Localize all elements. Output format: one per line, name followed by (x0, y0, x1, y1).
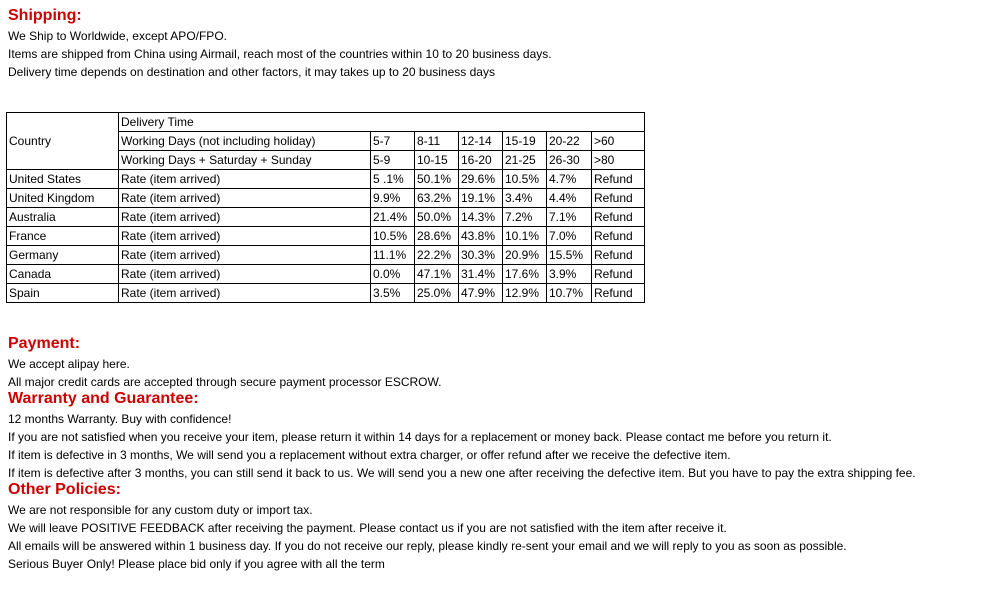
table-cell: 3.9% (547, 265, 592, 284)
table-cell: Rate (item arrived) (119, 208, 371, 227)
other-policies-heading: Other Policies: (8, 481, 121, 498)
table-cell: 14.3% (459, 208, 503, 227)
table-cell: 5-7 (371, 132, 415, 151)
warranty-line: If you are not satisfied when you receive your item, please return it within 14 days for a replacement or money back. Please contact me before you return it. (8, 430, 832, 444)
table-cell: 20-22 (547, 132, 592, 151)
table-cell: 3.4% (503, 189, 547, 208)
shipping-line: Items are shipped from China using Airmail, reach most of the countries within 10 to 20 business days. (8, 47, 552, 61)
table-cell: Rate (item arrived) (119, 170, 371, 189)
table-cell: 47.9% (459, 284, 503, 303)
table-cell: 28.6% (415, 227, 459, 246)
table-cell: Refund (592, 227, 645, 246)
table-cell: Refund (592, 189, 645, 208)
warranty-heading: Warranty and Guarantee: (8, 390, 199, 407)
table-cell: 47.1% (415, 265, 459, 284)
payment-heading: Payment: (8, 335, 81, 352)
table-row (7, 189, 645, 208)
table-cell: Refund (592, 265, 645, 284)
table-cell: >60 (592, 132, 645, 151)
table-cell: 15-19 (503, 132, 547, 151)
table-cell: 12.9% (503, 284, 547, 303)
payment-line: We accept alipay here. (8, 357, 130, 371)
table-cell: 4.4% (547, 189, 592, 208)
other-policies-line: Serious Buyer Only! Please place bid only if you agree with all the term (8, 557, 385, 571)
table-cell: 10-15 (415, 151, 459, 170)
table-cell: 17.6% (503, 265, 547, 284)
table-row (7, 208, 645, 227)
table-cell: Working Days (not including holiday) (119, 132, 371, 151)
table-cell: 25.0% (415, 284, 459, 303)
warranty-line: 12 months Warranty. Buy with confidence! (8, 412, 232, 426)
table-cell: 5-9 (371, 151, 415, 170)
table-cell: 50.1% (415, 170, 459, 189)
table-cell: 16-20 (459, 151, 503, 170)
table-cell: 3.5% (371, 284, 415, 303)
country-cell: Germany (7, 246, 119, 265)
table-cell: 7.1% (547, 208, 592, 227)
table-row (7, 246, 645, 265)
payment-line: All major credit cards are accepted through secure payment processor ESCROW. (8, 375, 442, 389)
country-cell: United States (7, 170, 119, 189)
table-cell: 9.9% (371, 189, 415, 208)
delivery-time-header: Delivery Time (119, 113, 645, 132)
table-cell: 22.2% (415, 246, 459, 265)
table-cell: 5 .1% (371, 170, 415, 189)
table-cell: 7.0% (547, 227, 592, 246)
table-cell: Rate (item arrived) (119, 189, 371, 208)
table-cell: Rate (item arrived) (119, 246, 371, 265)
country-cell: Spain (7, 284, 119, 303)
table-cell: 30.3% (459, 246, 503, 265)
table-cell: 50.0% (415, 208, 459, 227)
table-cell: 31.4% (459, 265, 503, 284)
table-cell: Refund (592, 170, 645, 189)
table-row (7, 227, 645, 246)
table-cell: 63.2% (415, 189, 459, 208)
country-cell: Canada (7, 265, 119, 284)
table-cell: Refund (592, 208, 645, 227)
table-cell: Working Days + Saturday + Sunday (119, 151, 371, 170)
warranty-line: If item is defective in 3 months, We will send you a replacement without extra charger, or offer refund after we receive the defective item. (8, 448, 731, 462)
table-cell: 10.5% (371, 227, 415, 246)
table-row (7, 170, 645, 189)
table-cell: 10.7% (547, 284, 592, 303)
table-cell: Refund (592, 246, 645, 265)
table-row (7, 265, 645, 284)
table-cell: 10.5% (503, 170, 547, 189)
table-cell: 19.1% (459, 189, 503, 208)
table-cell: Rate (item arrived) (119, 227, 371, 246)
table-cell: 21-25 (503, 151, 547, 170)
other-policies-line: All emails will be answered within 1 business day. If you do not receive our reply, please kindly re-sent your email and we will reply to you as soon as possible. (8, 539, 847, 553)
table-cell: 26-30 (547, 151, 592, 170)
table-cell: >80 (592, 151, 645, 170)
table-cell: 20.9% (503, 246, 547, 265)
table-cell: 29.6% (459, 170, 503, 189)
table-cell: 15.5% (547, 246, 592, 265)
table-cell: 4.7% (547, 170, 592, 189)
country-header: Country (7, 113, 119, 170)
other-policies-line: We are not responsible for any custom duty or import tax. (8, 503, 313, 517)
warranty-line: If item is defective after 3 months, you can still send it back to us. We will send you a new one after receiving the defective item. But you have to pay the extra shipping fee. (8, 466, 916, 480)
table-cell: 11.1% (371, 246, 415, 265)
country-cell: Australia (7, 208, 119, 227)
table-cell: 8-11 (415, 132, 459, 151)
table-cell: Rate (item arrived) (119, 284, 371, 303)
shipping-line: We Ship to Worldwide, except APO/FPO. (8, 29, 227, 43)
table-cell: 12-14 (459, 132, 503, 151)
table-cell: Refund (592, 284, 645, 303)
country-cell: France (7, 227, 119, 246)
delivery-time-table (6, 112, 645, 303)
table-cell: 43.8% (459, 227, 503, 246)
table-cell: Rate (item arrived) (119, 265, 371, 284)
country-cell: United Kingdom (7, 189, 119, 208)
table-cell: 21.4% (371, 208, 415, 227)
shipping-line: Delivery time depends on destination and other factors, it may takes up to 20 business days (8, 65, 495, 79)
shipping-heading: Shipping: (8, 7, 82, 24)
table-row (7, 284, 645, 303)
table-cell: 7.2% (503, 208, 547, 227)
table-cell: 0.0% (371, 265, 415, 284)
table-cell: 10.1% (503, 227, 547, 246)
table-row (7, 113, 645, 132)
other-policies-line: We will leave POSITIVE FEEDBACK after receiving the payment. Please contact us if you are not satisfied with the item after receive it. (8, 521, 727, 535)
